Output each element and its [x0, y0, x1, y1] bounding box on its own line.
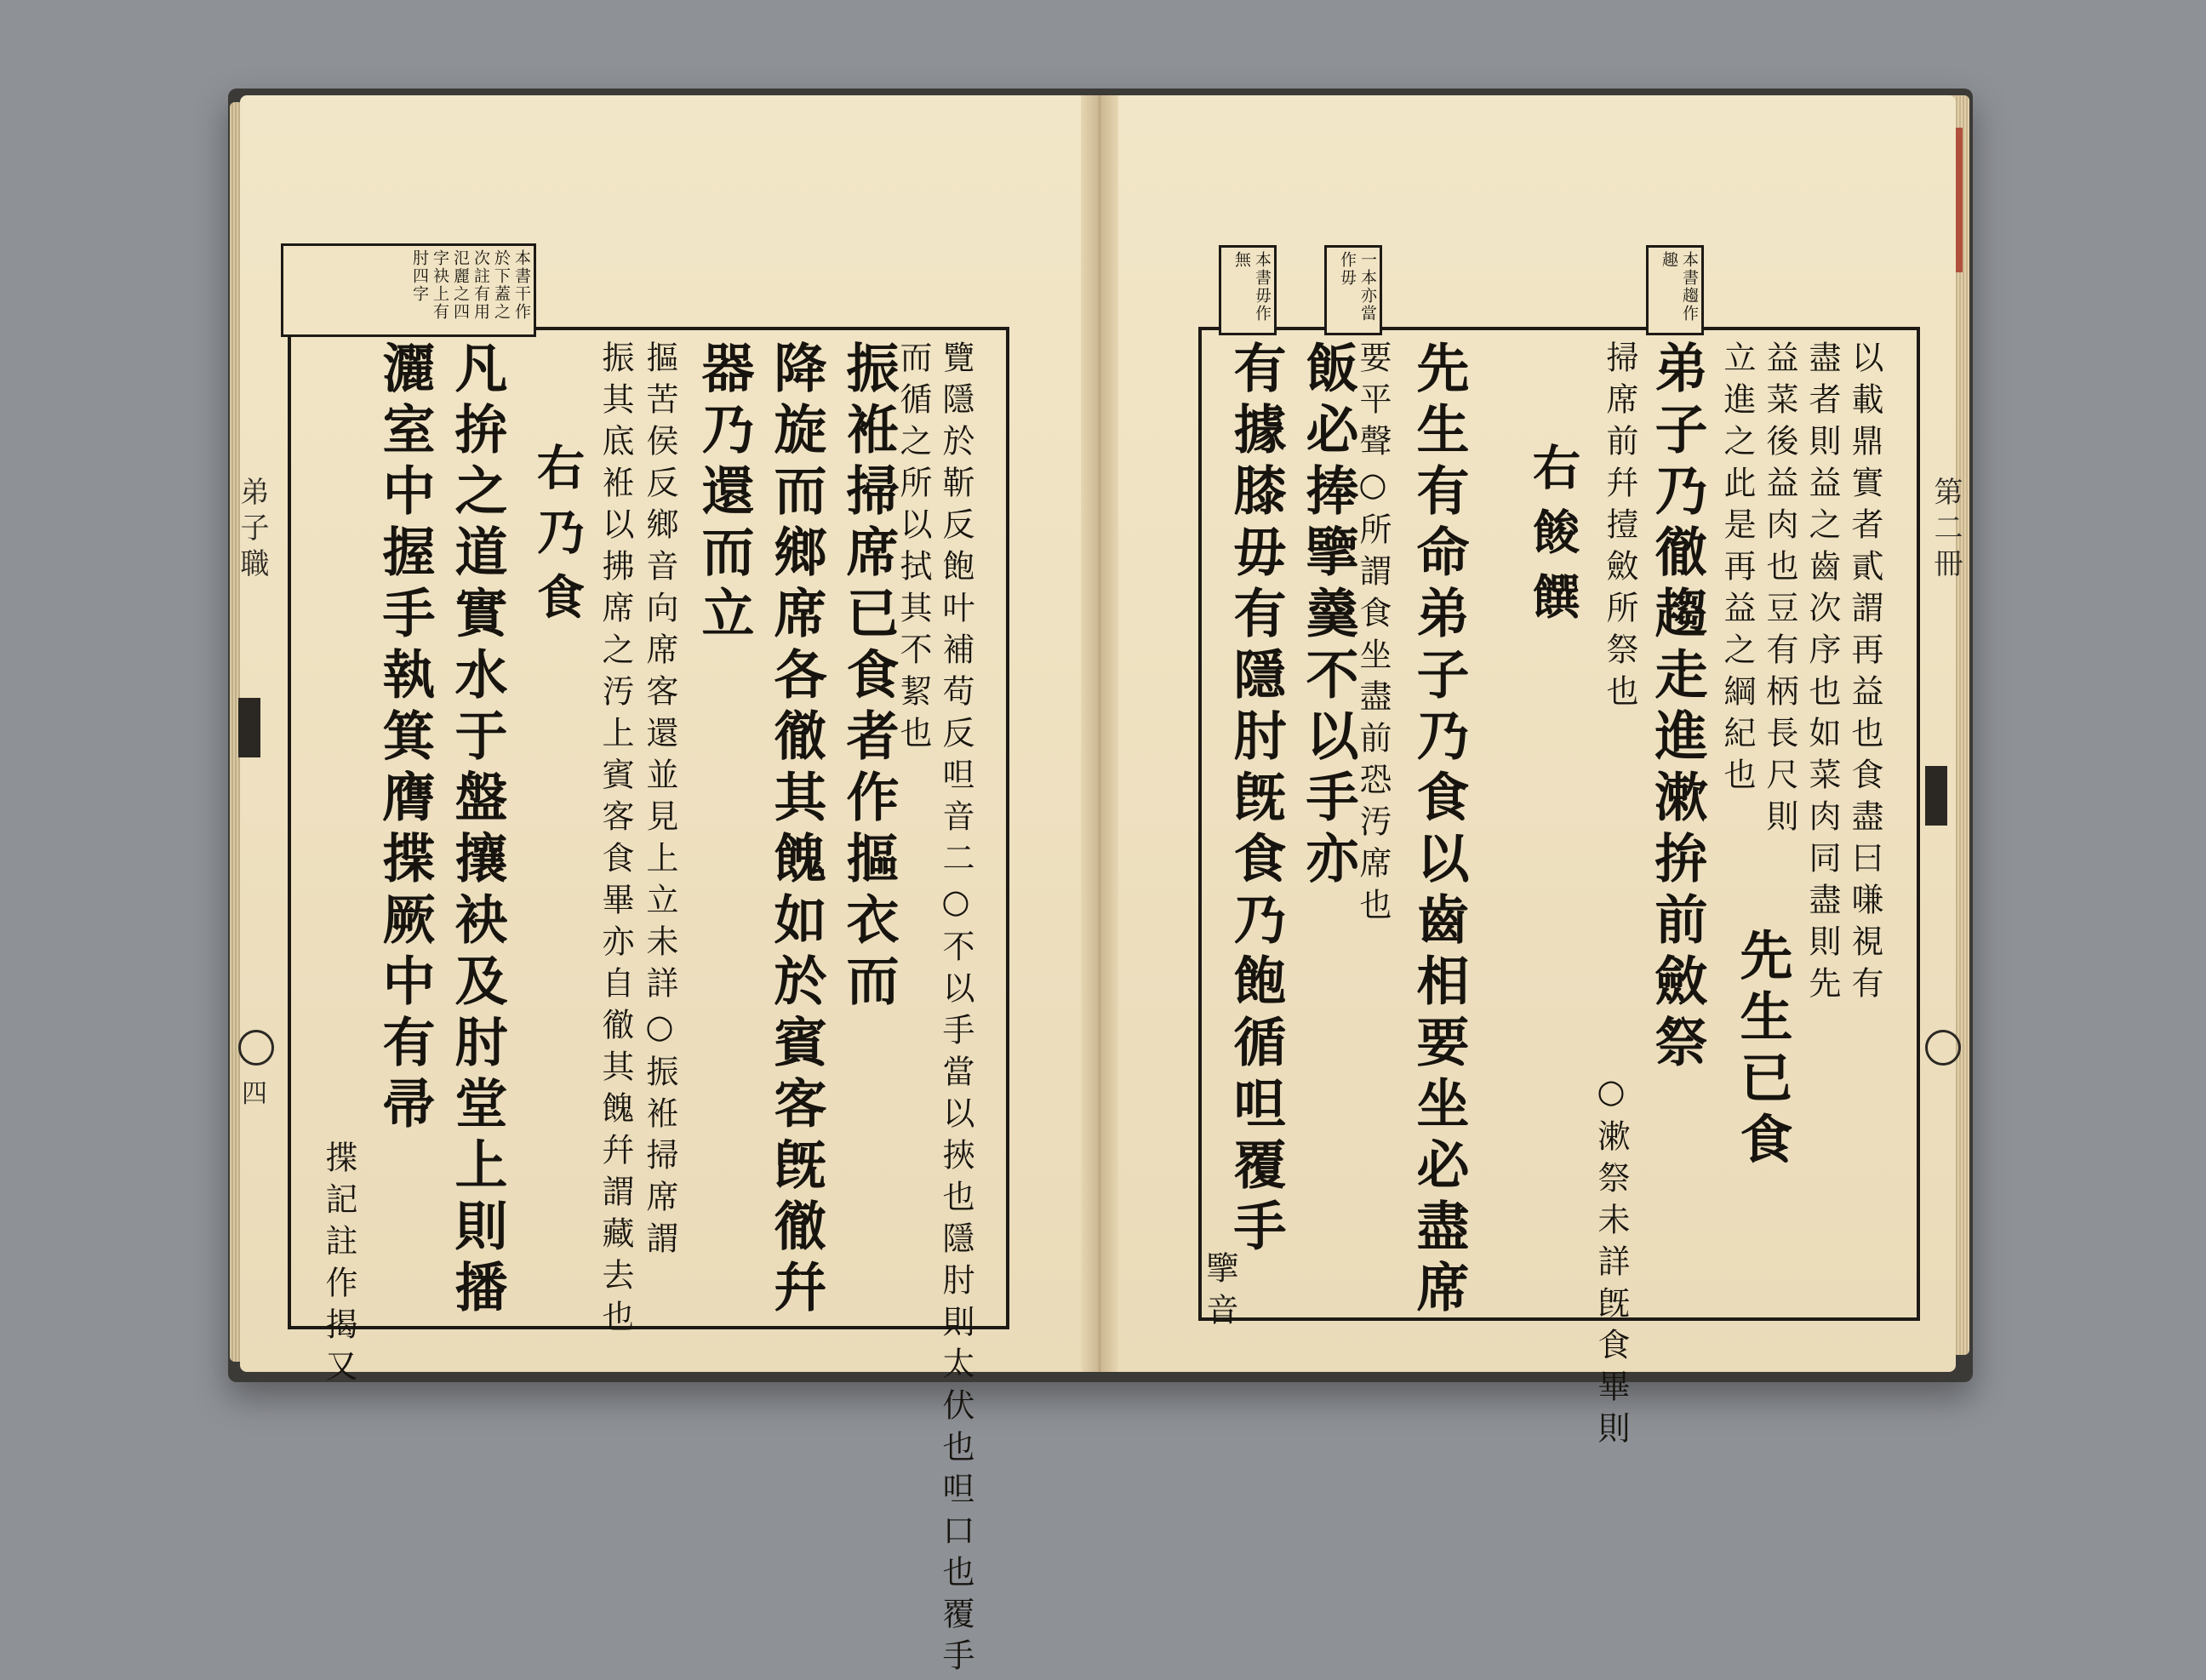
right-col-7: ○漱祭未詳旣食畢則 — [1592, 1072, 1630, 1453]
right-col-6: 弟子乃徹趨走進漱拚前斂祭 — [1646, 340, 1708, 1076]
right-col-1: 以載鼎實者貳謂再益也食盡曰嗛視有 — [1846, 340, 1883, 1008]
right-header-note-1: 本書趨作趣 — [1646, 245, 1704, 335]
left-section-heading: 右乃食 — [529, 443, 586, 637]
left-col-2: 而循之所以拭其不絜也 — [894, 340, 932, 757]
left-col-7: 振其底袵以拂席之汚上賓客食畢亦自徹其餽幷謂藏去也 — [597, 340, 634, 1341]
left-col-5: 器乃還而立 — [693, 340, 755, 647]
right-header-note-2: 一本亦當作毋 — [1324, 245, 1382, 335]
left-col-1: 覽隱於靳反飽叶補苟反呾音二○不以手當以挾也隱肘則太伏也呾口也覆手 — [937, 340, 974, 1680]
left-col-4: 降旋而鄉席各徹其餽如於賓客旣徹幷 — [765, 340, 827, 1321]
right-col-12: 飯必捧擥羹不以手亦 — [1297, 340, 1359, 892]
right-col-8: 掃席前幷撎斂所祭也 — [1601, 340, 1638, 716]
right-col-4: 立進之此是再益之綱紀也 — [1718, 340, 1756, 799]
left-col-6: 摳苦侯反鄉音向席客還並見上立未詳○振袵掃席謂 — [641, 340, 678, 1263]
left-page-number: 四 — [242, 1079, 267, 1109]
left-margin-fishtail — [238, 698, 260, 757]
right-col-5: 先生已食 — [1731, 928, 1793, 1173]
left-col-11: 揲記註作揭又 — [320, 1140, 357, 1391]
left-col-10: 灑室中握手執箕膺揲厥中有帚 — [374, 340, 436, 1137]
right-col-10: 先生有命弟子乃食以齒相要坐必盡席 — [1408, 340, 1470, 1321]
left-header-note: 本書干作於下蓋之次註有用氾麗之四字袂上有肘四字 — [281, 243, 536, 337]
right-page-circle — [1925, 1030, 1961, 1066]
left-col-9: 凡拚之道實水于盤攘袂及肘堂上則播 — [446, 340, 508, 1321]
right-margin-fishtail — [1925, 766, 1947, 826]
right-section-heading: 右餕饌 — [1525, 443, 1581, 637]
right-col-14: 擥音 — [1201, 1251, 1238, 1334]
right-col-11: 要平聲○所謂食坐盡前恐汚席也 — [1354, 340, 1392, 929]
book-gutter — [1081, 95, 1118, 1372]
right-col-3: 益菜後益肉也豆有柄長尺則 — [1761, 340, 1798, 841]
right-header-note-3: 本書毋作無 — [1219, 245, 1277, 335]
right-margin-title: 第二冊 — [1929, 477, 1963, 584]
right-col-2: 盡者則益之齒次序也如菜肉同盡則先 — [1803, 340, 1841, 1008]
left-margin-title: 弟子職 — [235, 477, 269, 584]
left-col-3: 振袵掃席已食者作摳衣而 — [837, 340, 900, 1014]
right-col-13: 有據膝毋有隱肘旣食乃飽循呾覆手 — [1225, 340, 1287, 1260]
left-page-circle — [238, 1030, 274, 1066]
